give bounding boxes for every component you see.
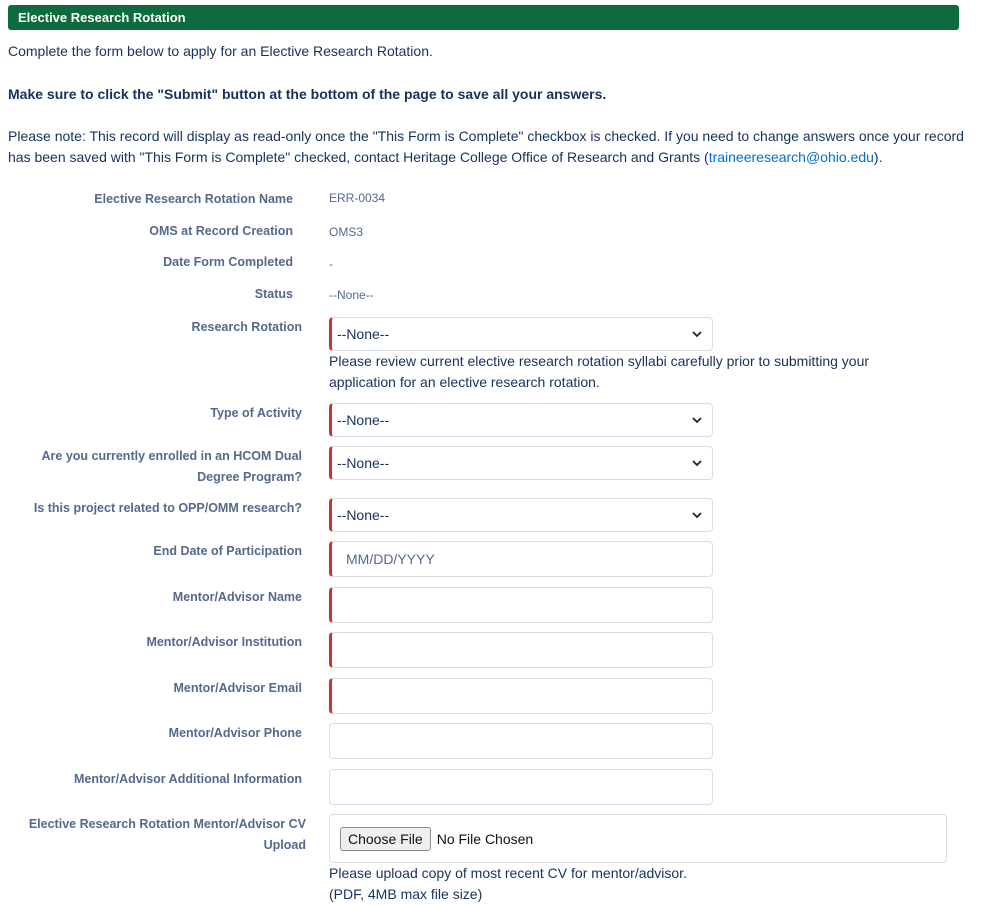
contact-email-link[interactable]: traineeresearch@ohio.edu <box>708 149 874 165</box>
type-activity-label: Type of Activity <box>210 406 302 420</box>
cv-upload-label <box>29 814 306 856</box>
mentor-name-input[interactable] <box>329 587 713 623</box>
dual-degree-label-line1: Are you currently enrolled in an HCOM Dual <box>41 449 302 463</box>
mentor-institution-label: Mentor/Advisor Institution <box>146 635 302 649</box>
intro-text: Complete the form below to apply for an Elective Research Rotation. <box>8 43 433 59</box>
dual-degree-label-line2: Degree Program? <box>197 470 302 484</box>
choose-file-button[interactable]: Choose File <box>340 827 431 851</box>
chevron-down-icon <box>692 458 702 468</box>
mentor-phone-label: Mentor/Advisor Phone <box>168 726 302 740</box>
opp-omm-selected: --None-- <box>337 507 390 523</box>
status-value: --None-- <box>329 288 374 302</box>
read-only-note <box>8 126 968 168</box>
status-label: Status <box>254 287 293 301</box>
mentor-email-label: Mentor/Advisor Email <box>173 681 302 695</box>
cv-upload-field <box>329 814 947 863</box>
note-text: Please note: This record will display as read-only once the "This Form is Complete" checkbox is checked. If you need to change answers once your record has been saved with "This Form is Complete" checked, contact Heritage College Office of Research and Grants ( <box>8 128 964 165</box>
chevron-down-icon <box>692 510 702 520</box>
dual-degree-select[interactable] <box>329 446 713 480</box>
dual-degree-selected: --None-- <box>337 455 390 471</box>
date-completed-label: Date Form Completed <box>163 255 293 269</box>
mentor-email-input[interactable] <box>329 678 713 714</box>
file-status: No File Chosen <box>436 830 534 847</box>
date-completed-value: - <box>329 257 333 271</box>
chevron-down-icon <box>692 415 702 425</box>
section-header: Elective Research Rotation <box>8 5 959 30</box>
cv-upload-label-line1: Elective Research Rotation Mentor/Advisor CV <box>28 817 306 831</box>
rotation-name-value: ERR-0034 <box>329 191 386 205</box>
mentor-name-label: Mentor/Advisor Name <box>172 590 302 604</box>
research-rotation-help: Please review current elective research rotation syllabi carefully prior to submitting your application for an elective research rotation. <box>329 353 870 390</box>
dual-degree-label <box>42 446 302 488</box>
end-date-label: End Date of Participation <box>153 544 302 558</box>
submit-reminder: Make sure to click the "Submit" button at the bottom of the page to save all your answers. <box>8 86 607 102</box>
opp-omm-label: Is this project related to OPP/OMM research? <box>33 501 302 515</box>
rotation-name-label: Elective Research Rotation Name <box>94 192 293 206</box>
oms-label: OMS at Record Creation <box>149 224 293 238</box>
end-date-input[interactable] <box>329 541 713 577</box>
cv-upload-help <box>329 863 929 905</box>
research-rotation-selected: --None-- <box>337 326 390 342</box>
note-suffix: ). <box>873 149 883 165</box>
mentor-info-label: Mentor/Advisor Additional Information <box>73 772 302 786</box>
cv-upload-label-line2: Upload <box>263 838 306 852</box>
mentor-phone-input[interactable] <box>329 723 713 759</box>
mentor-institution-input[interactable] <box>329 632 713 668</box>
oms-value: OMS3 <box>329 225 364 239</box>
cv-upload-help-line2: (PDF, 4MB max file size) <box>329 886 483 902</box>
cv-upload-help-line1: Please upload copy of most recent CV for mentor/advisor. <box>329 865 687 881</box>
chevron-down-icon <box>692 329 702 339</box>
opp-omm-select[interactable] <box>329 498 713 532</box>
type-activity-select[interactable] <box>329 403 713 437</box>
end-date-placeholder: MM/DD/YYYY <box>346 551 435 567</box>
mentor-info-input[interactable] <box>329 769 713 805</box>
research-rotation-label: Research Rotation <box>191 320 302 334</box>
type-activity-selected: --None-- <box>337 412 390 428</box>
research-rotation-select[interactable] <box>329 317 713 351</box>
